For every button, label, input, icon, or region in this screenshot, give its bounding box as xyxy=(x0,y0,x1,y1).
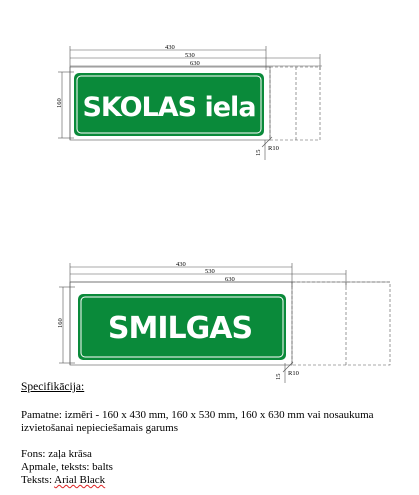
dim-r10: R10 xyxy=(288,370,299,377)
sign-text: SMILGAS xyxy=(107,311,253,346)
dim-160: 160 xyxy=(57,318,64,328)
dim-430: 430 xyxy=(176,261,186,268)
dim-160: 160 xyxy=(56,98,63,108)
spec-teksts-font: Arial Black xyxy=(54,474,106,486)
dim-530: 530 xyxy=(185,52,195,59)
spec-fons: Fons: zaļa krāsa xyxy=(21,448,92,460)
spec-teksts xyxy=(21,474,105,487)
dim-15: 15 xyxy=(275,373,282,380)
spec-apmale: Apmale, teksts: balts xyxy=(21,461,113,473)
sign-drawing-smilgas xyxy=(0,255,419,385)
dim-630: 630 xyxy=(225,276,235,283)
spec-title: Specifikācija: xyxy=(21,381,85,393)
sign-diagram-2 xyxy=(0,255,419,385)
spec-pamatne-line2: izvietošanai nepieciešamais garums xyxy=(21,422,178,434)
dim-430: 430 xyxy=(165,44,175,51)
sign-text: SKOLAS iela xyxy=(82,92,256,123)
sign-diagram-1 xyxy=(0,0,419,170)
sign-drawing-skolas xyxy=(0,0,419,170)
spec-teksts-label: Teksts: xyxy=(21,474,55,486)
dim-530: 530 xyxy=(205,268,215,275)
dim-r10: R10 xyxy=(268,145,279,152)
dim-15: 15 xyxy=(255,149,262,156)
spec-pamatne-line1: Pamatne: izmēri - 160 x 430 mm, 160 x 530 mm, 160 x 630 mm vai nosaukuma xyxy=(21,409,374,421)
dim-630: 630 xyxy=(190,60,200,67)
